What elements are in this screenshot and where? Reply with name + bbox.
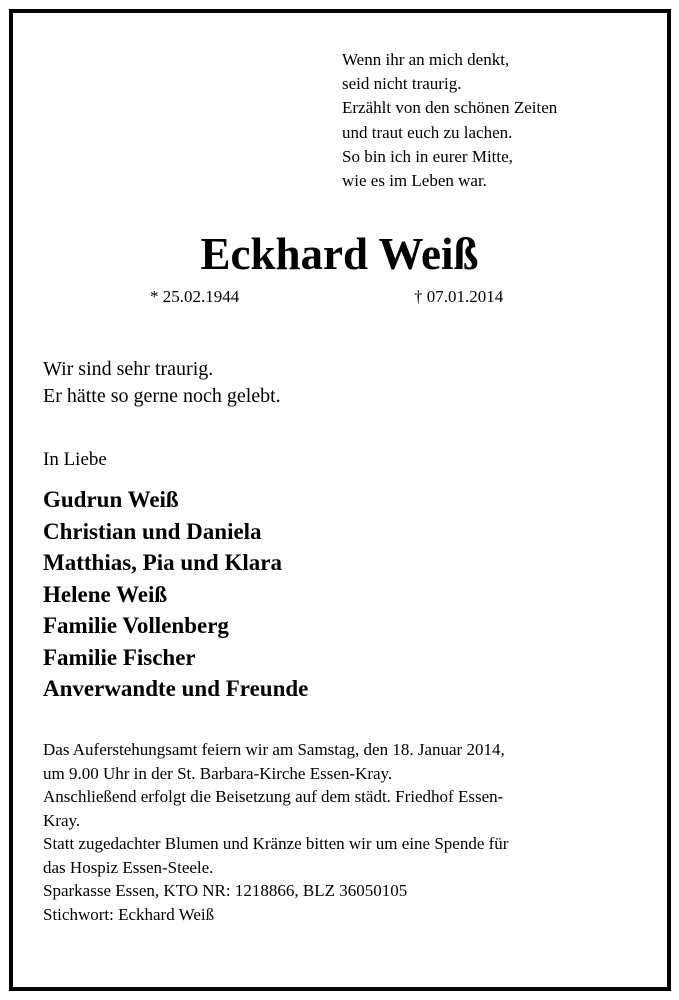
poem-line: Erzählt von den schönen Zeiten: [342, 98, 558, 118]
signoff: In Liebe: [43, 449, 107, 470]
mourner-name: Helene Weiß: [43, 581, 168, 607]
mourner-name: Matthias, Pia und Klara: [43, 550, 282, 575]
poem-line: So bin ich in eurer Mitte,: [342, 146, 513, 166]
notice-line: Kray.: [43, 810, 81, 830]
poem-line: und traut euch zu lachen.: [342, 122, 513, 142]
notice-line: das Hospiz Essen-Steele.: [43, 857, 214, 877]
mourners-list: [43, 484, 308, 705]
poem: [342, 48, 557, 193]
mourner-name: Anverwandte und Freunde: [43, 676, 309, 701]
mourner-name: Familie Vollenberg: [43, 613, 229, 638]
notice-line: um 9.00 Uhr in der St. Barbara-Kirche Essen-Kray.: [43, 763, 393, 783]
intro-text: [43, 356, 281, 410]
notice-line: Anschließend erfolgt die Beisetzung auf dem städt. Friedhof Essen-: [43, 787, 504, 806]
notice-line: Das Auferstehungsamt feiern wir am Samstag, den 18. Januar 2014,: [43, 740, 505, 759]
intro-line: Wir sind sehr traurig.: [43, 358, 214, 380]
poem-line: wie es im Leben war.: [342, 171, 487, 191]
notice-line: Sparkasse Essen, KTO NR: 1218866, BLZ 36050105: [43, 881, 408, 900]
mourner-name: Christian und Daniela: [43, 518, 262, 544]
funeral-notice: [43, 738, 508, 926]
deceased-name: Eckhard Weiß: [200, 229, 479, 279]
birth-date: * 25.02.1944: [150, 287, 240, 306]
mourner-name: Familie Fischer: [43, 644, 196, 670]
poem-line: Wenn ihr an mich denkt,: [342, 50, 510, 69]
death-date: † 07.01.2014: [414, 287, 504, 306]
intro-line: Er hätte so gerne noch gelebt.: [43, 385, 281, 407]
notice-line: Stichwort: Eckhard Weiß: [43, 904, 215, 924]
notice-line: Statt zugedachter Blumen und Kränze bitten wir um eine Spende für: [43, 834, 509, 853]
poem-line: seid nicht traurig.: [342, 74, 462, 94]
mourner-name: Gudrun Weiß: [43, 487, 179, 512]
